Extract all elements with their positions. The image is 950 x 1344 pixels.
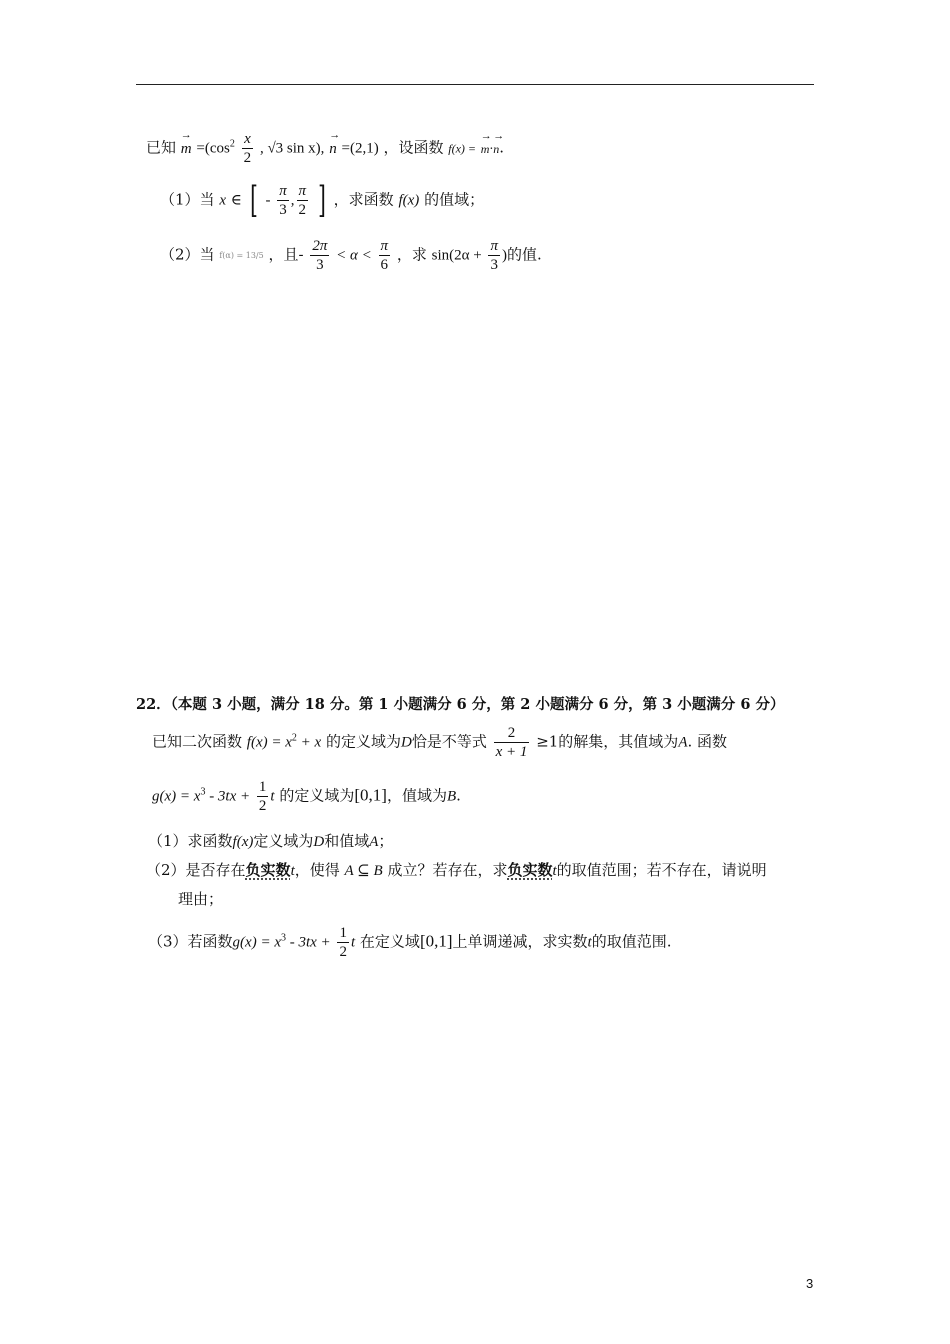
g-def: g(x) = x [232, 934, 281, 951]
p2-d: 的取值范围；若不存在，请说明 [556, 861, 767, 879]
subset-relation: A ⊆ B [344, 863, 383, 879]
g-def-b: - 3tx + [285, 934, 331, 951]
pi-over-3-fraction [277, 182, 289, 219]
p2-c: 成立？若存在，求 [387, 861, 508, 879]
vector-n: → n [329, 141, 337, 158]
alpha-inequality: < α < [336, 247, 372, 264]
inequality-fraction [494, 724, 530, 761]
in-symbol: ∈ [230, 192, 242, 209]
part1-label: （1）当 [160, 190, 215, 209]
f-of-x: f(x) [398, 192, 420, 209]
vector-m: → m [181, 141, 192, 158]
frac-num: 2 [494, 724, 530, 743]
g-exponent: 3 [280, 932, 286, 944]
frac-num: π [279, 183, 287, 199]
l2-c: 的定义域为 [279, 786, 355, 805]
dot-product: · [489, 141, 494, 156]
m-def-b: , √3 sin x), [259, 140, 325, 157]
set-D: D [313, 834, 325, 850]
var-t: t [350, 934, 356, 951]
part2-end: 的值. [507, 245, 542, 264]
p2-e: 理由； [178, 890, 224, 908]
set-D: D [400, 734, 412, 751]
pi-over-6-fraction [379, 237, 391, 274]
var-t-2: t [587, 934, 592, 951]
domain-interval: [0,1] [354, 785, 387, 805]
q21-intro [146, 130, 504, 167]
g-def: g(x) = x [152, 788, 201, 805]
sin-expression-a: sin(2α + [431, 247, 482, 264]
p2-a: （2）是否存在 [146, 861, 246, 879]
p1-d: ； [378, 832, 394, 850]
f-def-b: + x [296, 734, 322, 751]
var-x: x [219, 192, 226, 209]
m-def-a: =(cos [196, 140, 230, 157]
pi-over-2-fraction [297, 182, 309, 219]
p1-b: 定义域为 [253, 832, 314, 850]
frac-num: π [298, 183, 307, 199]
intro-mid: ，设函数 [383, 138, 444, 157]
f-def: f(x) = [448, 141, 477, 156]
f-exponent: 2 [291, 732, 297, 744]
frac-den: 3 [316, 257, 324, 273]
header-rule [136, 84, 814, 85]
frac-den: 6 [380, 257, 389, 273]
q22-line2 [152, 778, 461, 815]
l1-c: 的定义域为 [325, 732, 401, 751]
g-def-b: - 3tx + [205, 788, 251, 805]
q22-header: 22．（本题 3 小题，满分 18 分。第 1 小题满分 6 分，第 2 小题满分 6 分，第 3 小题满分 6 分） [136, 696, 785, 713]
f-def: f(x) = x [246, 734, 292, 751]
g-exponent: 3 [200, 786, 206, 798]
frac-num: 2π [312, 238, 328, 254]
frac-den: 2 [298, 202, 307, 218]
q21-part1 [160, 179, 485, 221]
var-t: t [270, 788, 275, 805]
sin-expression-b: ) [502, 247, 507, 264]
q22-part3 [148, 924, 671, 961]
frac-num: 1 [339, 925, 347, 941]
q22-line1 [152, 724, 727, 761]
half-fraction [337, 924, 349, 961]
l1-d: 恰是不等式 [411, 732, 487, 751]
frac-num: π [490, 238, 498, 254]
part2-ask: ，求 [396, 245, 427, 264]
var-t: t [290, 863, 295, 879]
p3-a: （3）若函数 [148, 932, 233, 951]
p1-a: （1）求函数 [148, 832, 233, 850]
set-A: A [369, 834, 379, 850]
cos-exponent: 2 [229, 138, 235, 150]
pi-over-3-fraction-b [488, 237, 500, 274]
comma: , [290, 192, 295, 209]
frac-den: 3 [279, 202, 287, 218]
l1-f: . 函数 [687, 732, 728, 751]
domain-interval: [0,1] [419, 931, 453, 951]
part1-rest2: 的值域； [424, 190, 485, 209]
intro-prefix: 已知 [146, 138, 177, 157]
part2-label: （2）当 [160, 245, 215, 264]
vector-m-2: → m [481, 142, 490, 157]
l2-d: ，值域为 [386, 786, 447, 805]
right-bracket: ] [318, 179, 326, 221]
frac-den: 2 [258, 798, 267, 814]
l1-a: 已知二次函数 [152, 732, 243, 751]
p2-b: ，使得 [294, 861, 340, 879]
2pi-over-3-fraction [310, 237, 329, 274]
frac-num: π [380, 238, 389, 254]
part2-and: ，且- [268, 245, 304, 264]
l2-e: . [456, 786, 461, 805]
l1-e: ≥1的解集，其值域为 [536, 732, 679, 751]
frac-den: 3 [490, 257, 498, 273]
p3-d: 上单调递减，求实数 [452, 932, 588, 951]
p1-c: 和值域 [324, 832, 370, 850]
tiny-condition: f(α) = 13/5 [219, 251, 264, 260]
n-def: =(2,1) [341, 140, 379, 157]
half-fraction [257, 778, 269, 815]
q22-part1 [148, 830, 393, 851]
q21-part2 [160, 237, 542, 274]
emphasis-negative-real: 负实数 [245, 861, 291, 879]
frac-num: x [242, 130, 254, 149]
frac-den: x + 1 [495, 744, 528, 760]
f-of-x: f(x) [232, 834, 254, 850]
frac-den: 2 [243, 150, 252, 166]
set-A: A [678, 734, 688, 751]
intro-end: . [499, 138, 505, 157]
frac-den: 2 [339, 944, 347, 960]
q22-part2-cont [178, 888, 223, 909]
neg-sign: - [265, 192, 271, 209]
frac-num: 1 [258, 779, 267, 795]
vector-n-2: → n [493, 142, 499, 157]
p3-c: 在定义域 [359, 932, 420, 951]
left-bracket: [ [249, 179, 258, 221]
set-B: B [446, 788, 457, 805]
var-t-2: t [552, 863, 557, 879]
emphasis-negative-real-2: 负实数 [507, 861, 553, 879]
page-number: 3 [806, 1276, 814, 1291]
p3-e: 的取值范围. [591, 932, 672, 951]
q22-part2 [146, 859, 767, 880]
part1-rest1: ，求函数 [333, 190, 394, 209]
x-over-2-fraction [242, 130, 254, 167]
